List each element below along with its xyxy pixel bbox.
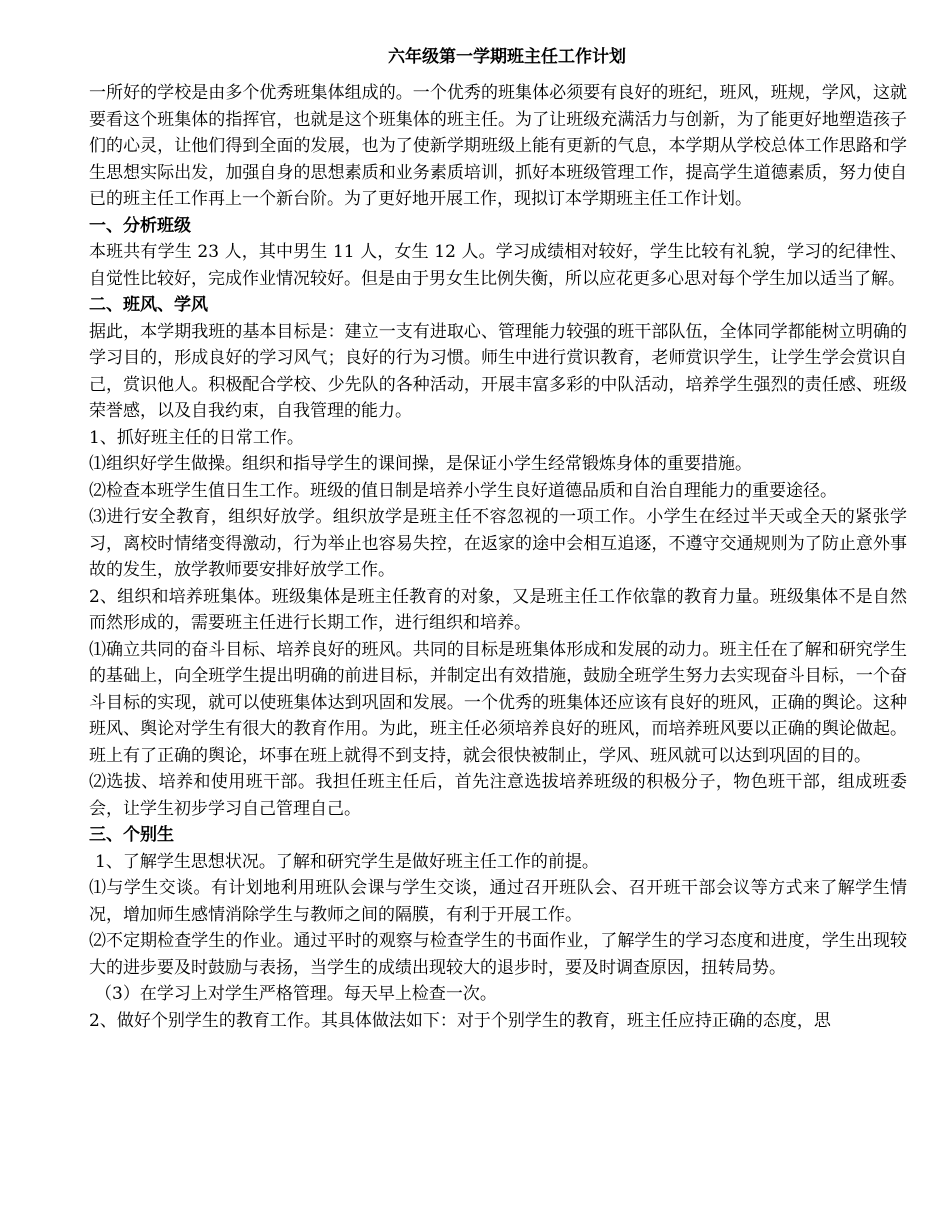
item-class-cadre: ⑵选拔、培养和使用班干部。我担任班主任后，首先注意选拔培养班级的积极分子，物色班干部，组成班委会，让学生初步学习自己管理自己。	[89, 772, 907, 819]
item-understand-students: 1、了解学生思想状况。了解和研究学生是做好班主任工作的前提。	[95, 851, 599, 872]
item-daily-work: 1、抓好班主任的日常工作。	[89, 427, 304, 448]
item-safety: ⑶进行安全教育，组织好放学。组织放学是班主任不容忽视的一项工作。小学生在经过半天或全天的紧张学习，离校时情绪变得激动，行为举止也容易失控，在返家的途中会相互追逐，不遵守交通规则为了防止意外事故的发生，放学教师要安排好放学工作。	[89, 507, 907, 580]
section-heading-class-style: 二、班风、学风	[89, 295, 208, 315]
item-collective: 2、组织和培养班集体。班级集体是班主任教育的对象，又是班主任工作依靠的教育力量。班级集体不是自然而然形成的，需要班主任进行长期工作，进行组织和培养。	[89, 586, 907, 633]
document-title: 六年级第一学期班主任工作计划	[388, 47, 626, 67]
item-check-homework: ⑵不定期检查学生的作业。通过平时的观察与检查学生的书面作业，了解学生的学习态度和进度，学生出现较大的进步要及时鼓励与表扬，当学生的成绩出现较大的退步时，要及时调查原因，扭转局势。	[89, 931, 907, 978]
intro-paragraph: 一所好的学校是由多个优秀班集体组成的。一个优秀的班集体必须要有良好的班纪，班风，班规，学风，这就要看这个班集体的指挥官，也就是这个班集体的班主任。为了让班级充满活力与创新，为了能更好地塑造孩子们的心灵，让他们得到全面的发展，也为了使新学期班级上能有更新的气息，本学期从学校总体工作思路和学生思想实际出发，加强自身的思想素质和业务素质培训，抓好本班级管理工作，提高学生道德素质，努力使自已的班主任工作再上一个新台阶。为了更好地开展工作，现拟订本学期班主任工作计划。	[89, 83, 907, 209]
item-talk-students: ⑴与学生交谈。有计划地利用班队会课与学生交谈，通过召开班队会、召开班干部会议等方式来了解学生情况，增加师生感情消除学生与教师之间的隔膜，有利于开展工作。	[89, 878, 907, 925]
class-analysis-paragraph: 本班共有学生 23 人，其中男生 11 人，女生 12 人。学习成绩相对较好，学生比较有礼貌，学习的纪律性、自觉性比较好，完成作业情况较好。但是由于男女生比例失衡，所以应花更多心思对每个学生加以适当了解。	[89, 242, 907, 289]
section-heading-individual: 三、个别生	[89, 825, 174, 845]
item-exercise: ⑴组织好学生做操。组织和指导学生的课间操，是保证小学生经常锻炼身体的重要措施。	[89, 454, 752, 474]
item-common-goal: ⑴确立共同的奋斗目标、培养良好的班风。共同的目标是班集体形成和发展的动力。班主任在了解和研究学生的基础上，向全班学生提出明确的前进目标，并制定出有效措施，鼓励全班学生努力去实现奋斗目标，一个奋斗目标的实现，就可以使班集体达到巩固和发展。一个优秀的班集体还应该有良好的班风，正确的舆论。这种班风、舆论对学生有很大的教育作用。为此，班主任必须培养良好的班风，而培养班风要以正确的舆论做起。班上有了正确的舆论，坏事在班上就得不到支持，就会很快被制止，学风、班风就可以达到巩固的目的。	[89, 639, 907, 766]
document-page	[89, 44, 907, 1034]
goal-paragraph: 据此，本学期我班的基本目标是：建立一支有进取心、管理能力较强的班干部队伍，全体同学都能树立明确的学习目的，形成良好的学习风气；良好的行为习惯。师生中进行赏识教育，老师赏识学生，让学生学会赏识自己，赏识他人。积极配合学校、少先队的各种活动，开展丰富多彩的中队活动，培养学生强烈的责任感、班级荣誉感，以及自我约束，自我管理的能力。	[89, 321, 907, 421]
item-duty-check: ⑵检查本班学生值日生工作。班级的值日制是培养小学生良好道德品质和自治自理能力的重要途径。	[89, 480, 837, 501]
item-individual-education: 2、做好个别学生的教育工作。其具体做法如下：对于个别学生的教育，班主任应持正确的态度，思	[89, 1010, 831, 1031]
section-heading-analysis: 一、分析班级	[89, 215, 191, 236]
item-strict-management: （3）在学习上对学生严格管理。每天早上检查一次。	[95, 984, 497, 1004]
